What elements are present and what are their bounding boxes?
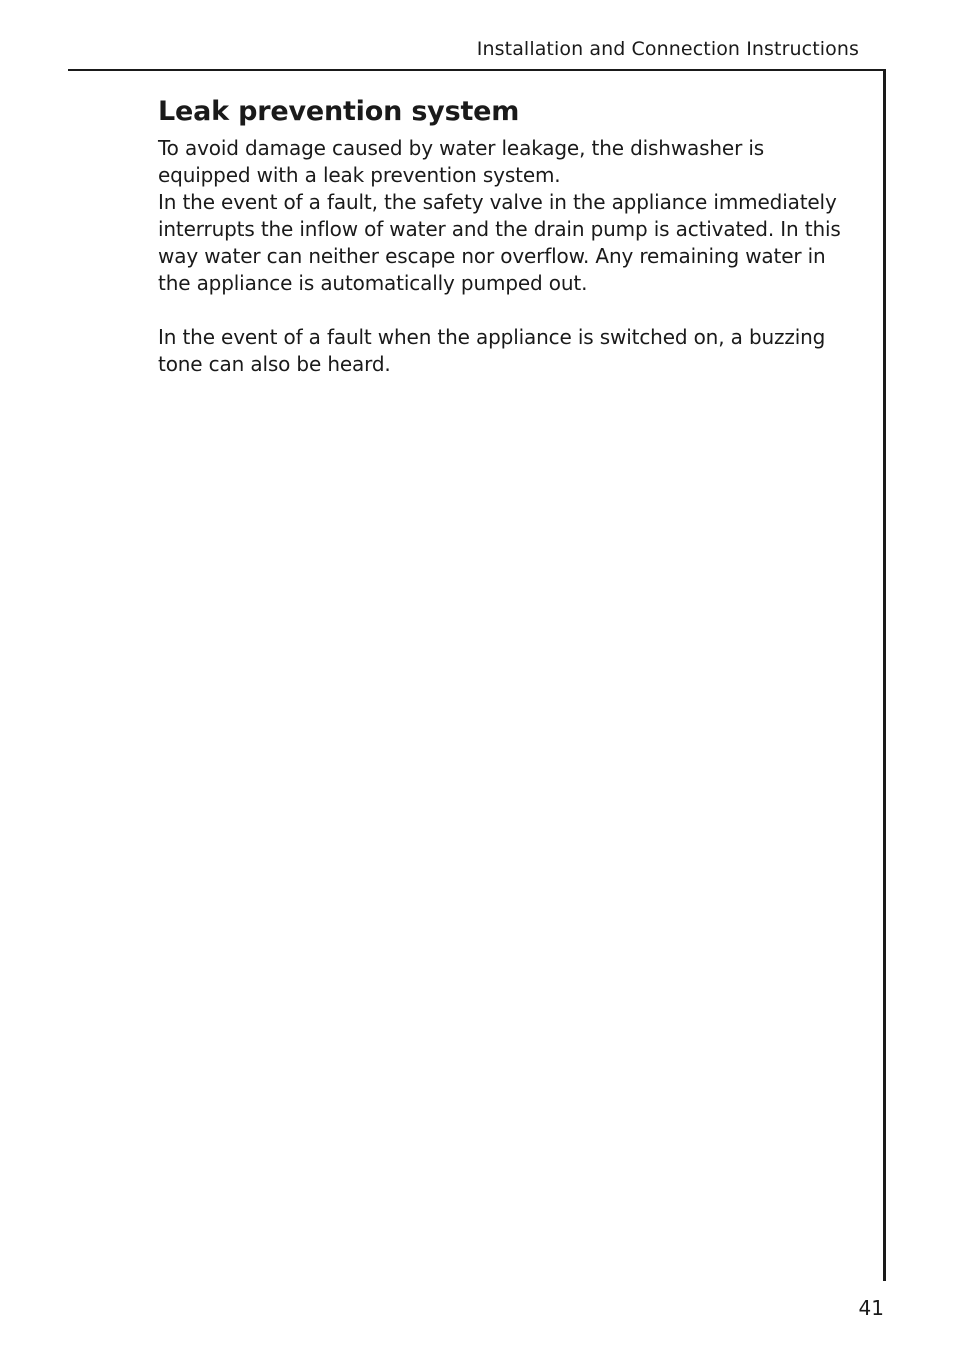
- paragraph-fault-response: In the event of a fault, the safety valve in the appliance immediately interrupts the inflow of water and the drain pump is activated. In this way water can neither escape nor overflow. Any remaining water in the appliance is automatically pumped out.: [158, 190, 841, 295]
- margin-rule: [883, 69, 886, 1281]
- section-title: Leak prevention system: [158, 96, 520, 127]
- main-content: [158, 95, 858, 378]
- header-rule: [68, 69, 886, 71]
- paragraph-buzzing-tone: In the event of a fault when the appliance is switched on, a buzzing tone can also be heard.: [158, 325, 826, 376]
- page-number: 41: [858, 1296, 884, 1320]
- running-header: Installation and Connection Instructions: [476, 38, 859, 60]
- paragraph-intro: To avoid damage caused by water leakage, the dishwasher is equipped with a leak prevention system.: [158, 136, 765, 187]
